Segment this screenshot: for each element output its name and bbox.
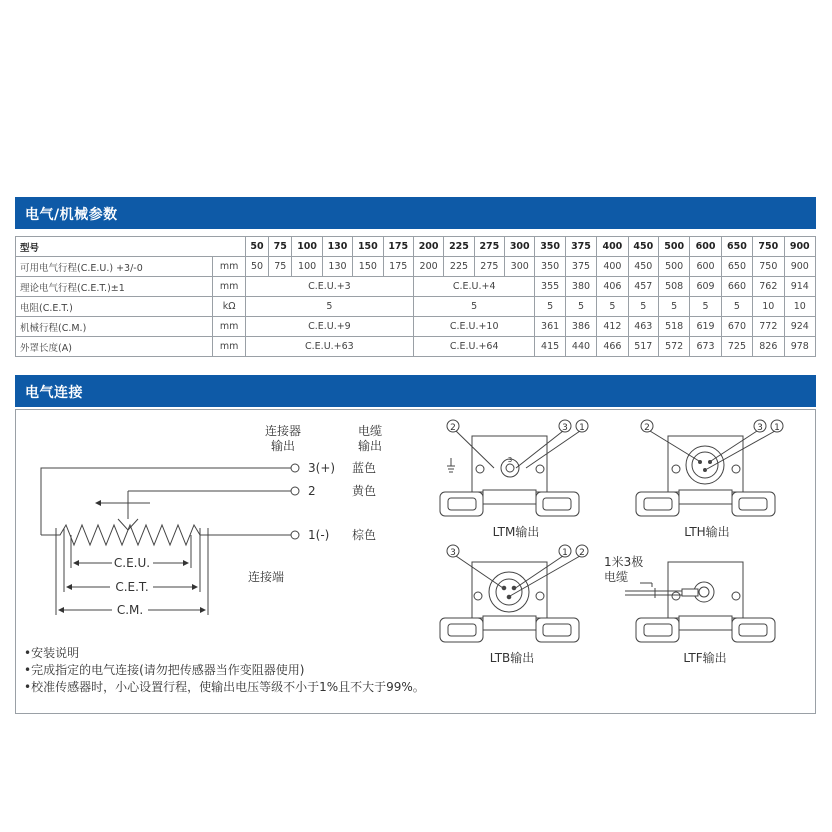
resistor-zigzag xyxy=(41,525,291,545)
model-cell: 450 xyxy=(628,237,658,257)
model-cell: 600 xyxy=(690,237,721,257)
span-cell: C.E.U.+9 xyxy=(245,317,413,337)
value-cell: 750 xyxy=(753,257,784,277)
value-cell: 772 xyxy=(753,317,784,337)
ground-icon xyxy=(447,458,455,472)
value-cell: 673 xyxy=(690,337,721,357)
value-cell: 75 xyxy=(269,257,292,277)
row-label: 外罩长度(A) xyxy=(16,337,213,357)
ltf-label: LTF输出 xyxy=(683,651,727,665)
span-cell: 5 xyxy=(413,297,535,317)
value-cell: 500 xyxy=(658,257,689,277)
value-cell: 5 xyxy=(658,297,689,317)
span-cell: C.E.U.+3 xyxy=(245,277,413,297)
value-cell: 924 xyxy=(784,317,815,337)
value-cell: 5 xyxy=(628,297,658,317)
value-cell: 361 xyxy=(535,317,565,337)
value-cell: 350 xyxy=(535,257,565,277)
value-cell: 670 xyxy=(721,317,752,337)
ltm-base xyxy=(483,490,536,504)
svg-text:1: 1 xyxy=(774,423,780,433)
model-cell: 750 xyxy=(753,237,784,257)
section-title: 电气/机械参数 xyxy=(25,207,118,223)
value-cell: 914 xyxy=(784,277,815,297)
svg-text:2: 2 xyxy=(450,423,456,433)
ltm-clamp-left xyxy=(440,492,483,516)
row-unit: mm xyxy=(213,277,245,297)
note-install: •安装说明 xyxy=(24,646,80,660)
ltf-cable-label-1: 1米3极 xyxy=(604,555,644,569)
installation-notes xyxy=(24,645,425,696)
wire-pin3 xyxy=(41,468,291,535)
model-cell: 500 xyxy=(658,237,689,257)
ltb-output-drawing xyxy=(440,545,588,665)
terminal-pin3 xyxy=(291,464,299,472)
svg-text:2: 2 xyxy=(579,548,585,558)
value-cell: 440 xyxy=(565,337,596,357)
value-cell: 609 xyxy=(690,277,721,297)
value-cell: 50 xyxy=(245,257,268,277)
value-cell: 463 xyxy=(628,317,658,337)
dim-ceu-label: C.E.U. xyxy=(113,556,151,570)
value-cell: 518 xyxy=(658,317,689,337)
span-cell: 5 xyxy=(245,297,413,317)
value-cell: 466 xyxy=(597,337,628,357)
note-line1: •完成指定的电气连接(请勿把传感器当作变阻器使用) xyxy=(24,663,305,677)
value-cell: 415 xyxy=(535,337,565,357)
value-cell: 412 xyxy=(597,317,628,337)
svg-text:3: 3 xyxy=(507,456,513,464)
value-cell: 978 xyxy=(784,337,815,357)
value-cell: 355 xyxy=(535,277,565,297)
value-cell: 5 xyxy=(535,297,565,317)
svg-text:1: 1 xyxy=(562,548,568,558)
note-line2: •校准传感器时，小心设置行程，使输出电压等级不小于1%且不大于99%。 xyxy=(24,680,425,694)
model-cell: 150 xyxy=(353,237,383,257)
value-cell: 225 xyxy=(444,257,474,277)
value-cell: 450 xyxy=(628,257,658,277)
pin1-color: 棕色 xyxy=(352,528,377,542)
model-cell: 75 xyxy=(269,237,292,257)
value-cell: 380 xyxy=(565,277,596,297)
ltb-label: LTB输出 xyxy=(489,651,535,665)
pin2-color: 黄色 xyxy=(352,484,377,498)
value-cell: 650 xyxy=(721,257,752,277)
value-cell: 826 xyxy=(753,337,784,357)
ltm-label: LTM输出 xyxy=(492,525,540,539)
value-cell: 900 xyxy=(784,257,815,277)
span-cell: C.E.U.+63 xyxy=(245,337,413,357)
value-cell: 130 xyxy=(322,257,352,277)
model-cell: 100 xyxy=(292,237,322,257)
pin2-label: 2 xyxy=(308,484,316,498)
cable-header-2: 输出 xyxy=(357,439,383,453)
svg-text:3: 3 xyxy=(450,548,456,558)
terminal-pin2 xyxy=(291,487,299,495)
value-cell: 508 xyxy=(658,277,689,297)
value-cell: 660 xyxy=(721,277,752,297)
row-label: 机械行程(C.M.) xyxy=(16,317,213,337)
value-cell: 572 xyxy=(658,337,689,357)
value-cell: 5 xyxy=(690,297,721,317)
model-cell: 275 xyxy=(474,237,504,257)
value-cell: 619 xyxy=(690,317,721,337)
value-cell: 5 xyxy=(721,297,752,317)
ltf-output-drawing xyxy=(604,554,775,665)
svg-text:2: 2 xyxy=(644,423,650,433)
svg-text:3: 3 xyxy=(562,423,568,433)
model-cell: 175 xyxy=(383,237,413,257)
wiring-schematic xyxy=(41,423,382,617)
value-cell: 275 xyxy=(474,257,504,277)
row-unit: mm xyxy=(213,257,245,277)
terminal-end-label: 连接端 xyxy=(248,570,285,584)
value-cell: 406 xyxy=(597,277,628,297)
svg-text:1: 1 xyxy=(579,423,585,433)
connector-header-2: 输出 xyxy=(270,439,296,453)
model-cell: 300 xyxy=(505,237,535,257)
model-label: 型号 xyxy=(16,237,246,257)
span-cell: C.E.U.+10 xyxy=(413,317,535,337)
value-cell: 175 xyxy=(383,257,413,277)
value-cell: 375 xyxy=(565,257,596,277)
pin3-label: 3(+) xyxy=(308,461,336,475)
model-cell: 350 xyxy=(535,237,565,257)
ltm-clamp-right xyxy=(536,492,579,516)
row-label: 可用电气行程(C.E.U.) +3/-0 xyxy=(16,257,213,277)
span-cell: C.E.U.+4 xyxy=(413,277,535,297)
terminal-pin1 xyxy=(291,531,299,539)
model-cell: 400 xyxy=(597,237,628,257)
pin1-label: 1(-) xyxy=(308,528,330,542)
model-cell: 900 xyxy=(784,237,815,257)
row-unit: mm xyxy=(213,317,245,337)
value-cell: 10 xyxy=(753,297,784,317)
lth-output-drawing xyxy=(636,420,783,539)
value-cell: 762 xyxy=(753,277,784,297)
dim-cet-label: C.E.T. xyxy=(115,580,149,594)
ltf-cable-label-2: 电缆 xyxy=(604,570,629,584)
value-cell: 457 xyxy=(628,277,658,297)
model-cell: 375 xyxy=(565,237,596,257)
model-cell: 225 xyxy=(444,237,474,257)
svg-text:3: 3 xyxy=(757,423,763,433)
value-cell: 300 xyxy=(505,257,535,277)
value-cell: 386 xyxy=(565,317,596,337)
value-cell: 200 xyxy=(413,257,443,277)
ltm-output-drawing xyxy=(440,420,588,539)
pin3-color: 蓝色 xyxy=(352,461,377,475)
lth-label: LTH输出 xyxy=(684,525,730,539)
row-unit: mm xyxy=(213,337,245,357)
model-cell: 650 xyxy=(721,237,752,257)
connector-header-1: 连接器 xyxy=(264,424,302,438)
span-cell: C.E.U.+64 xyxy=(413,337,535,357)
dim-cm-label: C.M. xyxy=(116,603,144,617)
row-unit: kΩ xyxy=(213,297,245,317)
value-cell: 517 xyxy=(628,337,658,357)
value-cell: 5 xyxy=(597,297,628,317)
cable-header-1: 电缆 xyxy=(357,424,383,438)
value-cell: 725 xyxy=(721,337,752,357)
value-cell: 5 xyxy=(565,297,596,317)
row-label: 理论电气行程(C.E.T.)±1 xyxy=(16,277,213,297)
value-cell: 400 xyxy=(597,257,628,277)
value-cell: 150 xyxy=(353,257,383,277)
row-label: 电阻(C.E.T.) xyxy=(16,297,213,317)
value-cell: 600 xyxy=(690,257,721,277)
model-cell: 200 xyxy=(413,237,443,257)
value-cell: 100 xyxy=(292,257,322,277)
section-title: 电气连接 xyxy=(25,385,83,401)
wiper-tip xyxy=(118,519,138,530)
value-cell: 10 xyxy=(784,297,815,317)
model-cell: 50 xyxy=(245,237,268,257)
model-cell: 130 xyxy=(322,237,352,257)
